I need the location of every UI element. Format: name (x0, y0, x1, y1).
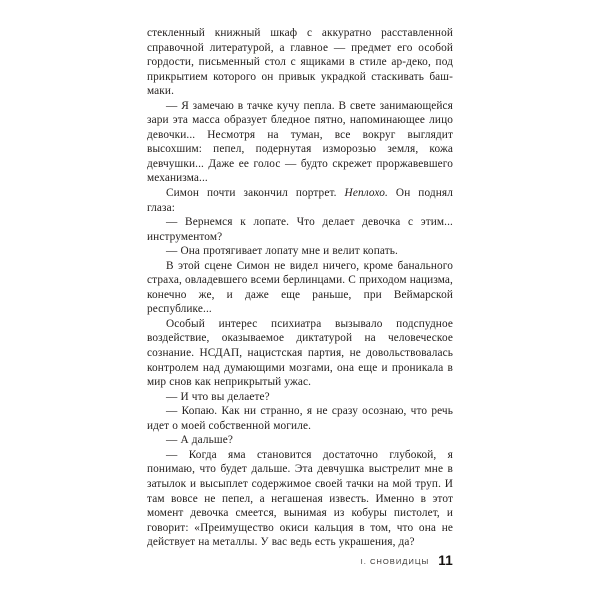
narration-text-before: Симон почти закончил портрет. (166, 187, 345, 200)
paragraph-dialogue: — Когда яма становится достаточно глубокой, я понимаю, что будет дальше. Эта девчушка выстрелит мне в затылок и высыплет содержимое своей тачки на мой труп. И там вовсе не пепел, а негашеная известь. Именно в этот момент девочка смеется, вынимая из кобуры пистолет, и говорит: «Преимущество окиси кальция в том, что она не действует на металлы. У вас ведь есть украшения, да? (147, 448, 453, 549)
paragraph-continuation: стекленный книжный шкаф с аккуратно расставленной справочной литературой, а главное — предмет его особой гордости, письменный стол с ящиками в стиле ар-деко, под прикрытием которого он привык украдкой стаскивать баш-маки. (147, 27, 453, 98)
emphasis-italic-word: Неплохо. (344, 187, 388, 200)
footer-chapter-label: I. СНОВИДИЦЫ (360, 557, 430, 566)
paragraph-narration: Особый интерес психиатра вызывало подспудное воздействие, оказываемое диктатурой на человеческое сознание. НСДАП, нацистская партия, не довольствовалась контролем над думающими мозгами, она еще и проникала в мир снов как неприкрытый ужас. (147, 317, 453, 389)
paragraph-dialogue: — Она протягивает лопату мне и велит копать. (166, 245, 398, 258)
page-footer (147, 553, 453, 568)
paragraph-dialogue: — Вернемся к лопате. Что делает девочка с этим... инструментом? (147, 216, 453, 243)
paragraph-dialogue: — А дальше? (166, 434, 233, 447)
paragraph-narration-italic (147, 186, 453, 215)
paragraph-dialogue: — Я замечаю в тачке кучу пепла. В свете занимающейся зари эта масса образует бледное пятно, напоминающее лицо девочки... Несмотря на туман, все вокруг выглядит высохшим: пепел, подернутая изморозью земля, кожа девчушки... Даже ее голос — будто скрежет проржавевшего механизма... (147, 99, 453, 185)
paragraph-dialogue: — Копаю. Как ни странно, я не сразу осознаю, что речь идет о моей собственной могиле. (147, 405, 453, 432)
paragraph-narration: В этой сцене Симон не видел ничего, кроме банального страха, овладевшего всеми берлинцами. С приходом нацизма, конечно же, и даже еще раньше, при Веймарской республике... (147, 259, 453, 316)
footer-page-number: 11 (438, 553, 453, 568)
narration-text-after: Он поднял глаза: (147, 187, 453, 214)
page-text-block (147, 26, 453, 550)
paragraph-dialogue: — И что вы делаете? (166, 390, 270, 403)
